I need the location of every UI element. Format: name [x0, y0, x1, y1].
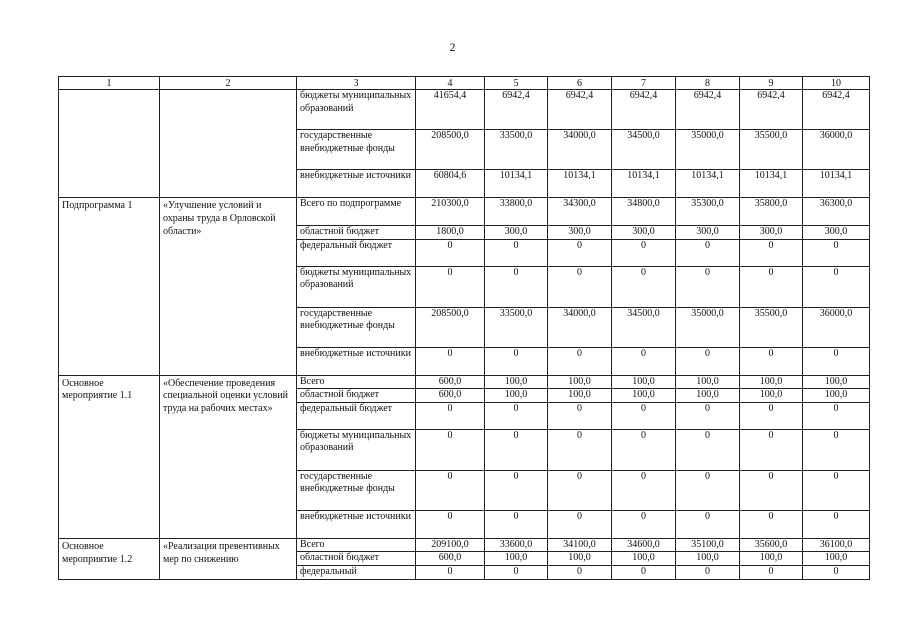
amount-cell: 600,0 [416, 389, 485, 403]
column-header: 5 [485, 77, 548, 90]
amount-cell: 10134,1 [676, 170, 740, 198]
funding-source-cell: государственные внебюджетные фонды [297, 470, 416, 510]
amount-cell: 0 [803, 510, 870, 538]
amount-cell: 0 [740, 347, 803, 375]
amount-cell: 100,0 [803, 375, 870, 389]
amount-cell: 300,0 [548, 226, 612, 240]
amount-cell: 100,0 [740, 389, 803, 403]
amount-cell: 10134,1 [485, 170, 548, 198]
amount-cell: 1800,0 [416, 226, 485, 240]
column-header: 4 [416, 77, 485, 90]
funding-source-cell: внебюджетные источники [297, 510, 416, 538]
amount-cell: 36000,0 [803, 130, 870, 170]
amount-cell: 0 [548, 402, 612, 429]
amount-cell: 0 [803, 266, 870, 307]
funding-source-cell: областной бюджет [297, 389, 416, 403]
amount-cell: 100,0 [485, 375, 548, 389]
funding-source-cell: федеральный бюджет [297, 402, 416, 429]
funding-source-cell: государственные внебюджетные фонды [297, 130, 416, 170]
amount-cell: 300,0 [740, 226, 803, 240]
table-row [59, 198, 870, 226]
amount-cell: 100,0 [740, 552, 803, 566]
amount-cell: 35100,0 [676, 538, 740, 552]
amount-cell: 0 [740, 429, 803, 470]
funding-source-cell: областной бюджет [297, 226, 416, 240]
amount-cell: 0 [612, 510, 676, 538]
amount-cell: 0 [416, 266, 485, 307]
amount-cell: 0 [676, 510, 740, 538]
amount-cell: 0 [803, 429, 870, 470]
amount-cell: 35500,0 [740, 130, 803, 170]
amount-cell: 0 [612, 470, 676, 510]
amount-cell: 0 [416, 510, 485, 538]
amount-cell: 100,0 [803, 552, 870, 566]
column-header: 3 [297, 77, 416, 90]
amount-cell: 0 [485, 239, 548, 266]
amount-cell: 36000,0 [803, 307, 870, 347]
column-header: 8 [676, 77, 740, 90]
amount-cell: 35000,0 [676, 307, 740, 347]
funding-source-cell: бюджеты муниципальных образований [297, 90, 416, 130]
amount-cell: 0 [548, 470, 612, 510]
program-title-cell: «Реализация превентивных мер по снижению [160, 538, 297, 579]
program-name-cell: Основное мероприятие 1.2 [59, 538, 160, 579]
amount-cell: 35600,0 [740, 538, 803, 552]
amount-cell: 33800,0 [485, 198, 548, 226]
amount-cell: 6942,4 [740, 90, 803, 130]
program-name-cell: Основное мероприятие 1.1 [59, 375, 160, 538]
amount-cell: 100,0 [676, 375, 740, 389]
amount-cell: 10134,1 [612, 170, 676, 198]
program-title-cell: «Обеспечение проведения специальной оценки условий труда на рабочих местах» [160, 375, 297, 538]
amount-cell: 0 [548, 565, 612, 579]
amount-cell: 35800,0 [740, 198, 803, 226]
column-header: 1 [59, 77, 160, 90]
amount-cell: 6942,4 [803, 90, 870, 130]
amount-cell: 100,0 [676, 389, 740, 403]
amount-cell: 100,0 [485, 552, 548, 566]
amount-cell: 34300,0 [548, 198, 612, 226]
amount-cell: 0 [416, 402, 485, 429]
amount-cell: 0 [803, 239, 870, 266]
table-row [59, 375, 870, 389]
amount-cell: 0 [548, 347, 612, 375]
amount-cell: 0 [416, 470, 485, 510]
amount-cell: 0 [548, 510, 612, 538]
amount-cell: 6942,4 [548, 90, 612, 130]
funding-source-cell: внебюджетные источники [297, 170, 416, 198]
amount-cell: 100,0 [548, 552, 612, 566]
amount-cell: 210300,0 [416, 198, 485, 226]
amount-cell: 6942,4 [676, 90, 740, 130]
amount-cell: 41654,4 [416, 90, 485, 130]
amount-cell: 300,0 [612, 226, 676, 240]
funding-source-cell: федеральный [297, 565, 416, 579]
amount-cell: 33500,0 [485, 130, 548, 170]
amount-cell: 10134,1 [740, 170, 803, 198]
funding-source-cell: Всего [297, 538, 416, 552]
amount-cell: 0 [740, 470, 803, 510]
amount-cell: 36100,0 [803, 538, 870, 552]
amount-cell: 0 [485, 565, 548, 579]
amount-cell: 34000,0 [548, 307, 612, 347]
column-header: 2 [160, 77, 297, 90]
table-row [59, 538, 870, 552]
amount-cell: 0 [416, 565, 485, 579]
amount-cell: 0 [740, 565, 803, 579]
funding-source-cell: бюджеты муниципальных образований [297, 266, 416, 307]
amount-cell: 35300,0 [676, 198, 740, 226]
amount-cell: 100,0 [485, 389, 548, 403]
page-number: 2 [449, 40, 456, 54]
amount-cell: 0 [612, 347, 676, 375]
amount-cell: 0 [676, 402, 740, 429]
table-row [59, 90, 870, 130]
amount-cell: 10134,1 [548, 170, 612, 198]
funding-source-cell: Всего по подпрограмме [297, 198, 416, 226]
amount-cell: 0 [740, 402, 803, 429]
column-header: 6 [548, 77, 612, 90]
funding-source-cell: бюджеты муниципальных образований [297, 429, 416, 470]
amount-cell: 0 [485, 347, 548, 375]
amount-cell: 0 [612, 402, 676, 429]
program-title-cell: «Улучшение условий и охраны труда в Орловской области» [160, 198, 297, 376]
program-name-cell: Подпрограмма 1 [59, 198, 160, 376]
amount-cell: 0 [416, 347, 485, 375]
amount-cell: 33500,0 [485, 307, 548, 347]
amount-cell: 35500,0 [740, 307, 803, 347]
amount-cell: 0 [485, 470, 548, 510]
amount-cell: 300,0 [676, 226, 740, 240]
amount-cell: 0 [416, 239, 485, 266]
amount-cell: 100,0 [676, 552, 740, 566]
amount-cell: 100,0 [612, 375, 676, 389]
amount-cell: 6942,4 [485, 90, 548, 130]
amount-cell: 0 [612, 429, 676, 470]
amount-cell: 0 [612, 266, 676, 307]
amount-cell: 0 [676, 266, 740, 307]
amount-cell: 0 [548, 429, 612, 470]
amount-cell: 0 [485, 510, 548, 538]
amount-cell: 0 [676, 347, 740, 375]
funding-source-cell: государственные внебюджетные фонды [297, 307, 416, 347]
amount-cell: 100,0 [740, 375, 803, 389]
amount-cell: 100,0 [548, 389, 612, 403]
amount-cell: 60804,6 [416, 170, 485, 198]
amount-cell: 34500,0 [612, 307, 676, 347]
column-header: 10 [803, 77, 870, 90]
amount-cell: 0 [740, 266, 803, 307]
funding-source-cell: внебюджетные источники [297, 347, 416, 375]
amount-cell: 0 [803, 402, 870, 429]
amount-cell: 208500,0 [416, 130, 485, 170]
amount-cell: 0 [803, 565, 870, 579]
amount-cell: 0 [612, 239, 676, 266]
funding-source-cell: областной бюджет [297, 552, 416, 566]
amount-cell: 300,0 [485, 226, 548, 240]
amount-cell: 0 [485, 429, 548, 470]
amount-cell: 0 [548, 266, 612, 307]
funding-table [58, 76, 870, 580]
amount-cell: 100,0 [612, 389, 676, 403]
amount-cell: 34000,0 [548, 130, 612, 170]
amount-cell: 34500,0 [612, 130, 676, 170]
amount-cell: 600,0 [416, 375, 485, 389]
amount-cell: 0 [416, 429, 485, 470]
amount-cell: 35000,0 [676, 130, 740, 170]
column-header: 9 [740, 77, 803, 90]
funding-source-cell: федеральный бюджет [297, 239, 416, 266]
header-row [59, 77, 870, 90]
amount-cell: 34800,0 [612, 198, 676, 226]
amount-cell: 0 [740, 510, 803, 538]
funding-source-cell: Всего [297, 375, 416, 389]
amount-cell: 100,0 [803, 389, 870, 403]
column-header: 7 [612, 77, 676, 90]
amount-cell: 36300,0 [803, 198, 870, 226]
amount-cell: 34100,0 [548, 538, 612, 552]
amount-cell: 0 [485, 402, 548, 429]
program-title-cell [160, 90, 297, 198]
amount-cell: 0 [803, 470, 870, 510]
amount-cell: 6942,4 [612, 90, 676, 130]
amount-cell: 0 [548, 239, 612, 266]
amount-cell: 208500,0 [416, 307, 485, 347]
amount-cell: 0 [612, 565, 676, 579]
amount-cell: 0 [676, 239, 740, 266]
amount-cell: 0 [676, 565, 740, 579]
amount-cell: 33600,0 [485, 538, 548, 552]
amount-cell: 0 [676, 429, 740, 470]
amount-cell: 34600,0 [612, 538, 676, 552]
amount-cell: 300,0 [803, 226, 870, 240]
amount-cell: 0 [676, 470, 740, 510]
amount-cell: 100,0 [612, 552, 676, 566]
amount-cell: 0 [485, 266, 548, 307]
amount-cell: 10134,1 [803, 170, 870, 198]
amount-cell: 0 [803, 347, 870, 375]
amount-cell: 600,0 [416, 552, 485, 566]
amount-cell: 0 [740, 239, 803, 266]
amount-cell: 209100,0 [416, 538, 485, 552]
program-name-cell [59, 90, 160, 198]
amount-cell: 100,0 [548, 375, 612, 389]
